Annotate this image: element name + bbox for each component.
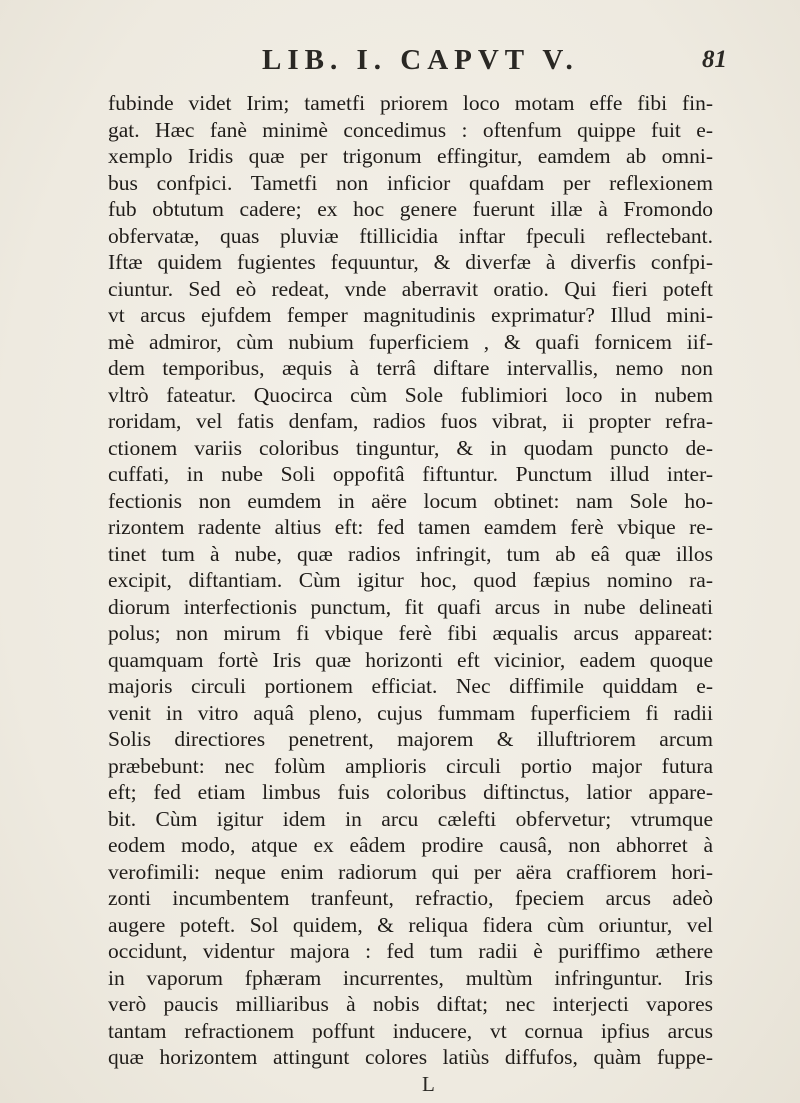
text-line: venit in vitro aquâ pleno, cujus fummam fuperficiem fi radii xyxy=(108,700,713,725)
text-line: mè admiror, cùm nubium fuperficiem , & quafi fornicem iif- xyxy=(108,329,713,354)
text-line: ciuntur. Sed eò redeat, vnde aberravit oratio. Qui fieri poteft xyxy=(108,276,713,301)
text-line: xemplo Iridis quæ per trigonum effingitur, eamdem ab omni- xyxy=(108,144,713,168)
text-line: fectionis non eumdem in aëre locum obtinet: nam Sole ho- xyxy=(108,488,713,513)
text-line: bus confpici. Tametfi non inficior quafdam per reflexionem xyxy=(108,170,713,195)
text-line: ctionem variis coloribus tinguntur, & in quodam puncto de- xyxy=(108,435,713,460)
body-text xyxy=(108,90,713,1071)
text-line: vt arcus ejufdem femper magnitudinis exprimatur? Illud mini- xyxy=(108,303,713,327)
text-line: quæ horizontem attingunt colores latiùs diffufos, quàm fuppe- xyxy=(108,1045,713,1069)
text-line: tinet tum à nube, quæ radios infringit, tum ab eâ quæ illos xyxy=(108,541,713,566)
text-line: excipit, diftantiam. Cùm igitur hoc, quod fæpius nomino ra- xyxy=(108,568,713,592)
text-line: Iftæ quidem fugientes fequuntur, & diverfæ à diverfis confpi- xyxy=(108,250,713,274)
text-line: verò paucis milliaribus à nobis diftat; nec interjecti vapores xyxy=(108,992,713,1016)
text-line: quamquam fortè Iris quæ horizonti eft vicinior, eadem quoque xyxy=(108,647,713,672)
running-head: LIB. I. CAPVT V. xyxy=(262,44,579,76)
text-line: augere poteft. Sol quidem, & reliqua fidera cùm oriuntur, vel xyxy=(108,912,713,937)
text-line: fub obtutum cadere; ex hoc genere fuerunt illæ à Fromondo xyxy=(108,197,713,221)
text-line: roridam, vel fatis denfam, radios fuos vibrat, ii propter refra- xyxy=(108,409,713,433)
text-line: zonti incumbentem tranfeunt, refractio, fpeciem arcus adeò xyxy=(108,886,713,910)
text-line: obfervatæ, quas pluviæ ftillicidia inftar fpeculi reflectebant. xyxy=(108,223,713,248)
signature-mark: L xyxy=(422,1072,435,1096)
text-line: in vaporum fphæram incurrentes, multùm infringuntur. Iris xyxy=(108,965,713,990)
text-line: eft; fed etiam limbus fuis coloribus diftinctus, latior appare- xyxy=(108,780,713,804)
text-line: cuffati, in nube Soli oppofitâ fiftuntur. Punctum illud inter- xyxy=(108,462,713,486)
text-line: fubinde videt Irim; tametfi priorem loco motam effe fibi fin- xyxy=(108,91,713,115)
page-header xyxy=(0,44,800,84)
text-line: majoris circuli portionem efficiat. Nec diffimile quiddam e- xyxy=(108,674,713,698)
text-line: eodem modo, atque ex eâdem prodire causâ, non abhorret à xyxy=(108,833,713,857)
text-line: occidunt, videntur majora : fed tum radii è puriffimo æthere xyxy=(108,939,713,963)
text-line: diorum interfectionis punctum, fit quafi arcus in nube delineati xyxy=(108,594,713,619)
text-line: vltrò fateatur. Quocirca cùm Sole fublimiori loco in nubem xyxy=(108,382,713,407)
text-line: tantam refractionem poffunt inducere, vt cornua ipfius arcus xyxy=(108,1018,713,1043)
text-line: gat. Hæc fanè minimè concedimus : oftenfum quippe fuit e- xyxy=(108,117,713,142)
text-line: Solis directiores penetrent, majorem & illuftriorem arcum xyxy=(108,727,713,751)
text-line: verofimili: neque enim radiorum qui per aëra craffiorem hori- xyxy=(108,859,713,884)
text-line: rizontem radente altius eft: fed tamen eamdem ferè vbique re- xyxy=(108,515,713,539)
text-line: bit. Cùm igitur idem in arcu cælefti obfervetur; vtrumque xyxy=(108,806,713,831)
page-number: 81 xyxy=(702,46,727,73)
text-line: præbebunt: nec folùm amplioris circuli portio major futura xyxy=(108,753,713,778)
text-line: polus; non mirum fi vbique ferè fibi æqualis arcus appareat: xyxy=(108,621,713,645)
text-line: dem temporibus, æquis à terrâ diftare intervallis, nemo non xyxy=(108,356,713,380)
